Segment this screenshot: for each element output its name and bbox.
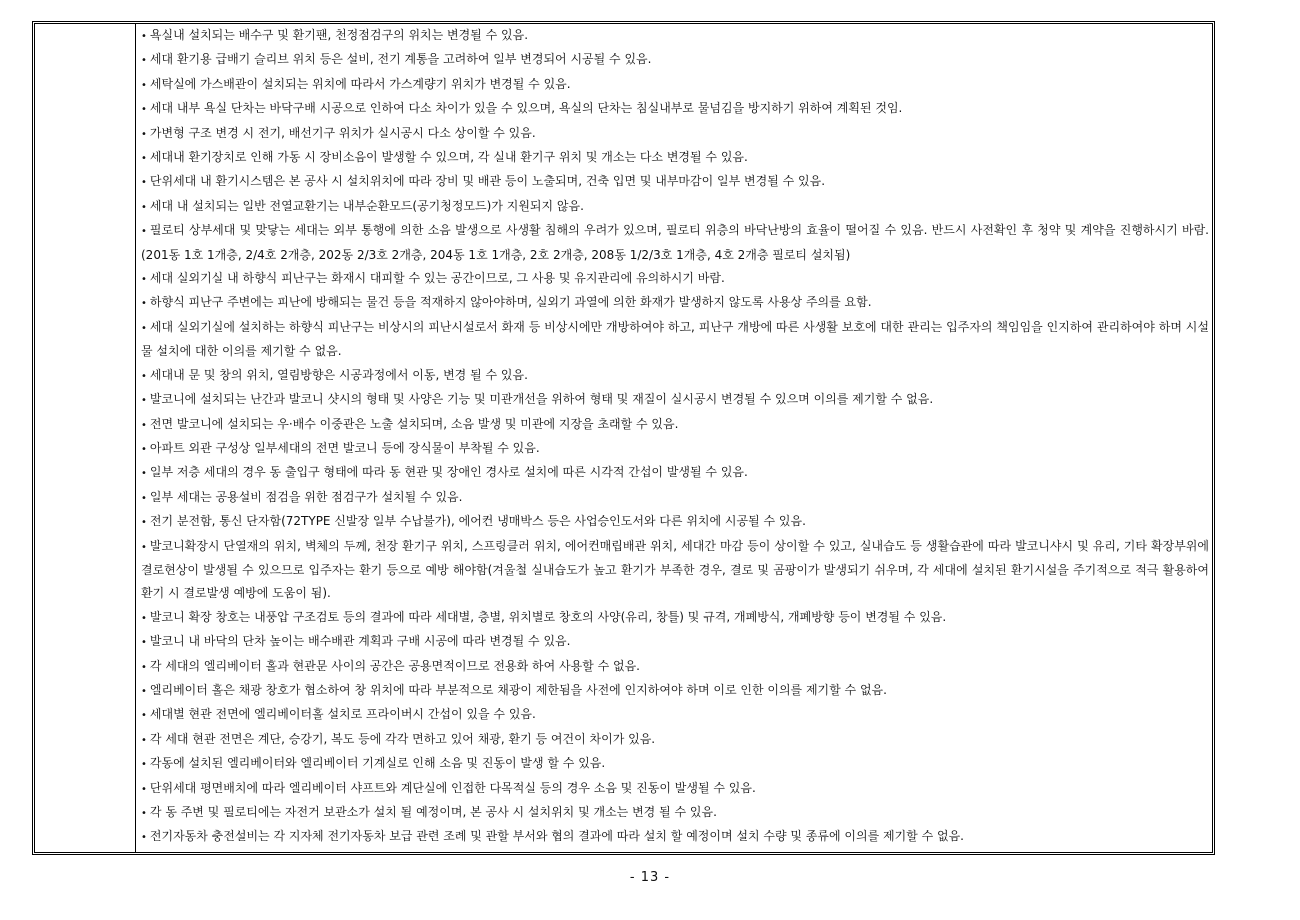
note-text: 세대내 문 및 창의 위치, 열림방향은 시공과정에서 이동, 변경 될 수 있음. — [149, 367, 528, 382]
bullet: • — [141, 468, 147, 480]
bullet: • — [141, 79, 147, 91]
list-item — [141, 461, 1209, 485]
note-text: 세탁실에 가스배관이 설치되는 위치에 따라서 가스계량기 위치가 변경될 수 있음. — [149, 76, 571, 91]
bullet: • — [141, 201, 147, 213]
list-item — [141, 122, 1209, 146]
note-text: 세대 실외기실에 설치하는 하향식 피난구는 비상시의 피난시설로서 화재 등 비상시에만 개방하여야 하고, 피난구 개방에 따른 사생활 보호에 대한 관리는 입주자의 책임임을 인지하여 관리하여야 하며 시설물 설치에 대한 이의를 제기할 수 없음. — [141, 319, 1209, 359]
bullet: • — [141, 517, 147, 529]
bullet: • — [141, 274, 147, 286]
note-text: 일부 세대는 공용설비 점검을 위한 점검구가 설치될 수 있음. — [149, 489, 463, 504]
list-item — [141, 801, 1209, 825]
list-item — [141, 413, 1209, 437]
note-text: 발코니확장시 단열재의 위치, 벽체의 두께, 천장 환기구 위치, 스프링클러 위치, 에어컨매립배관 위치, 세대간 마감 등이 상이할 수 있고, 실내습도 등 생활습관에 따라 발코니샤시 및 유리, 기타 확장부위에 결로현상이 발생될 수 있으므로 입주자는 환기 등으로 예방 해야함(겨울철 실내습도가 높고 환기가 부족한 경우, 결로 및 곰팡이가 발생되기 쉬우며, 각 세대에 설치된 환기시설을 주기적으로 적극 활용하여 환기 시 결로발생 예방에 도움이 됨). — [141, 538, 1209, 601]
notes-list — [135, 24, 1212, 852]
page-number: - 13 - — [629, 870, 671, 885]
bullet: • — [141, 832, 147, 844]
bullet: • — [141, 104, 147, 116]
note-text: 세대 환기용 급배기 슬리브 위치 등은 설비, 전기 계통을 고려하여 일부 변경되어 시공될 수 있음. — [149, 52, 652, 67]
table-left-column — [35, 24, 136, 852]
list-item — [141, 728, 1209, 752]
list-item — [141, 219, 1209, 267]
list-item — [141, 267, 1209, 291]
note-text: 발코니 확장 창호는 내풍압 구조검토 등의 결과에 따라 세대별, 층별, 위치별로 창호의 사양(유리, 창틀) 및 규격, 개폐방식, 개폐방향 등이 변경될 수 있음. — [149, 609, 947, 624]
list-item — [141, 48, 1209, 72]
bullet: • — [141, 226, 147, 238]
bullet: • — [141, 177, 147, 189]
note-text: 엘리베이터 홀은 채광 창호가 협소하여 창 위치에 따라 부분적으로 채광이 제한됨을 사전에 인지하여야 하며 이로 인한 이의를 제기할 수 없음. — [149, 682, 887, 697]
bullet: • — [141, 612, 147, 624]
note-text: 발코니에 설치되는 난간과 발코니 샷시의 형태 및 사양은 기능 및 미관개선을 위하여 형태 및 재질이 실시공시 변경될 수 있으며 이의를 제기할 수 없음. — [149, 392, 934, 407]
note-text: 각 동 주변 및 필로티에는 자전거 보관소가 설치 될 예정이며, 본 공사 시 설치위치 및 개소는 변경 될 수 있음. — [149, 805, 717, 819]
bullet: • — [141, 370, 147, 382]
note-text: 세대내 환기장치로 인해 가동 시 장비소음이 발생할 수 있으며, 각 실내 환기구 위치 및 개소는 다소 변경될 수 있음. — [149, 150, 748, 165]
note-text: 전기 분전함, 통신 단자함(72TYPE 신발장 일부 수납불가), 에어컨 냉매박스 등은 사업승인도서와 다른 위치에 시공될 수 있음. — [149, 514, 806, 529]
note-text: 각 세대 현관 전면은 계단, 승강기, 복도 등에 각각 면하고 있어 채광, 환기 등 여건이 차이가 있음. — [149, 731, 656, 746]
bullet: • — [141, 322, 147, 334]
bullet: • — [141, 710, 147, 722]
list-item — [141, 291, 1209, 315]
note-text: 각동에 설치된 엘리베이터와 엘리베이터 기계실로 인해 소음 및 진동이 발생 할 수 있음. — [149, 756, 606, 771]
list-item — [141, 364, 1209, 388]
list-item — [141, 535, 1209, 606]
bullet: • — [141, 492, 147, 504]
note-text: 전기자동차 충전설비는 각 지자체 전기자동차 보급 관련 조례 및 관할 부서와 협의 결과에 따라 설치 할 예정이며 설치 수량 및 종류에 이의를 제기할 수 없음. — [149, 829, 964, 844]
bullet: • — [141, 31, 147, 42]
bullet: • — [141, 298, 147, 310]
list-item — [141, 170, 1209, 194]
note-text: 일부 저층 세대의 경우 동 출입구 형태에 따라 동 현관 및 장애인 경사로 설치에 따른 시각적 간섭이 발생될 수 있음. — [149, 465, 748, 480]
note-text: 세대 내 설치되는 일반 전열교환기는 내부순환모드(공기청정모드)가 지원되지 않음. — [149, 198, 584, 213]
bullet: • — [141, 685, 147, 697]
note-text: 필로티 상부세대 및 맞닿는 세대는 외부 통행에 의한 소음 발생으로 사생활 침해의 우려가 있으며, 필로티 위층의 바닥난방의 효율이 떨어질 수 있음. 반드시 사전확인 후 청약 및 계약을 진행하시기 바람. (201동 1호 1개층, 2/4호 2개층, 202동 2/3호 2개층, 204동 1호 1개층, 2호 2개층, 208동 1/2/3호 1개층, 4호 2개층 필로티 설치됨) — [141, 223, 1209, 262]
list-item — [141, 486, 1209, 510]
list-item — [141, 316, 1209, 364]
note-text: 가변형 구조 변경 시 전기, 배선기구 위치가 실시공시 다소 상이할 수 있음. — [149, 125, 536, 140]
list-item — [141, 630, 1209, 654]
bullet: • — [141, 808, 147, 819]
list-item — [141, 146, 1209, 170]
bullet: • — [141, 419, 147, 431]
note-text: 전면 발코니에 설치되는 우·배수 이중관은 노출 설치되며, 소음 발생 및 미관에 지장을 초래할 수 있음. — [149, 416, 679, 431]
list-item — [141, 679, 1209, 703]
note-text: 욕실내 설치되는 배수구 및 환기팬, 천정점검구의 위치는 변경될 수 있음. — [149, 28, 529, 42]
bullet: • — [141, 128, 147, 140]
list-item — [141, 388, 1209, 412]
list-item — [141, 825, 1209, 849]
note-text: 세대 내부 욕실 단차는 바닥구배 시공으로 인하여 다소 차이가 있을 수 있으며, 욕실의 단차는 침실내부로 물넘김을 방지하기 위하여 계획된 것임. — [149, 101, 903, 116]
bullet: • — [141, 759, 147, 771]
bullet: • — [141, 783, 147, 795]
note-text: 아파트 외관 구성상 일부세대의 전면 발코니 등에 장식물이 부착될 수 있음. — [149, 440, 540, 455]
bullet: • — [141, 541, 147, 553]
note-text: 발코니 내 바닥의 단차 높이는 배수배관 계획과 구배 시공에 따라 변경될 수 있음. — [149, 634, 571, 649]
list-item — [141, 195, 1209, 219]
bullet: • — [141, 661, 147, 673]
note-text: 단위세대 내 환기시스템은 본 공사 시 설치위치에 따라 장비 및 배관 등이 노출되며, 건축 입면 및 내부마감이 일부 변경될 수 있음. — [149, 174, 826, 189]
list-item — [141, 73, 1209, 97]
bullet: • — [141, 443, 147, 455]
list-item — [141, 437, 1209, 461]
notes-table — [32, 21, 1215, 855]
list-item — [141, 752, 1209, 776]
list-item — [141, 655, 1209, 679]
note-text: 각 세대의 엘리베이터 홀과 현관문 사이의 공간은 공용면적이므로 전용화 하여 사용할 수 없음. — [149, 658, 640, 673]
bullet: • — [141, 395, 147, 407]
note-text: 세대별 현관 전면에 엘리베이터홀 설치로 프라이버시 간섭이 있을 수 있음. — [149, 707, 536, 722]
list-item — [141, 510, 1209, 534]
bullet: • — [141, 153, 147, 165]
bullet: • — [141, 734, 147, 746]
bullet: • — [141, 637, 147, 649]
bullet: • — [141, 55, 147, 67]
list-item — [141, 703, 1209, 727]
note-text: 세대 실외기실 내 하향식 피난구는 화재시 대피할 수 있는 공간이므로, 그 사용 및 유지관리에 유의하시기 바람. — [149, 271, 725, 286]
list-item — [141, 24, 1209, 48]
note-text: 하향식 피난구 주변에는 피난에 방해되는 물건 등을 적재하지 않아야하며, 실외기 과열에 의한 화재가 발생하지 않도록 사용상 주의를 요함. — [149, 295, 872, 310]
list-item — [141, 777, 1209, 801]
list-item — [141, 606, 1209, 630]
note-text: 단위세대 평면배치에 따라 엘리베이터 샤프트와 계단실에 인접한 다목적실 등의 경우 소음 및 진동이 발생될 수 있음. — [149, 780, 756, 795]
list-item — [141, 97, 1209, 121]
